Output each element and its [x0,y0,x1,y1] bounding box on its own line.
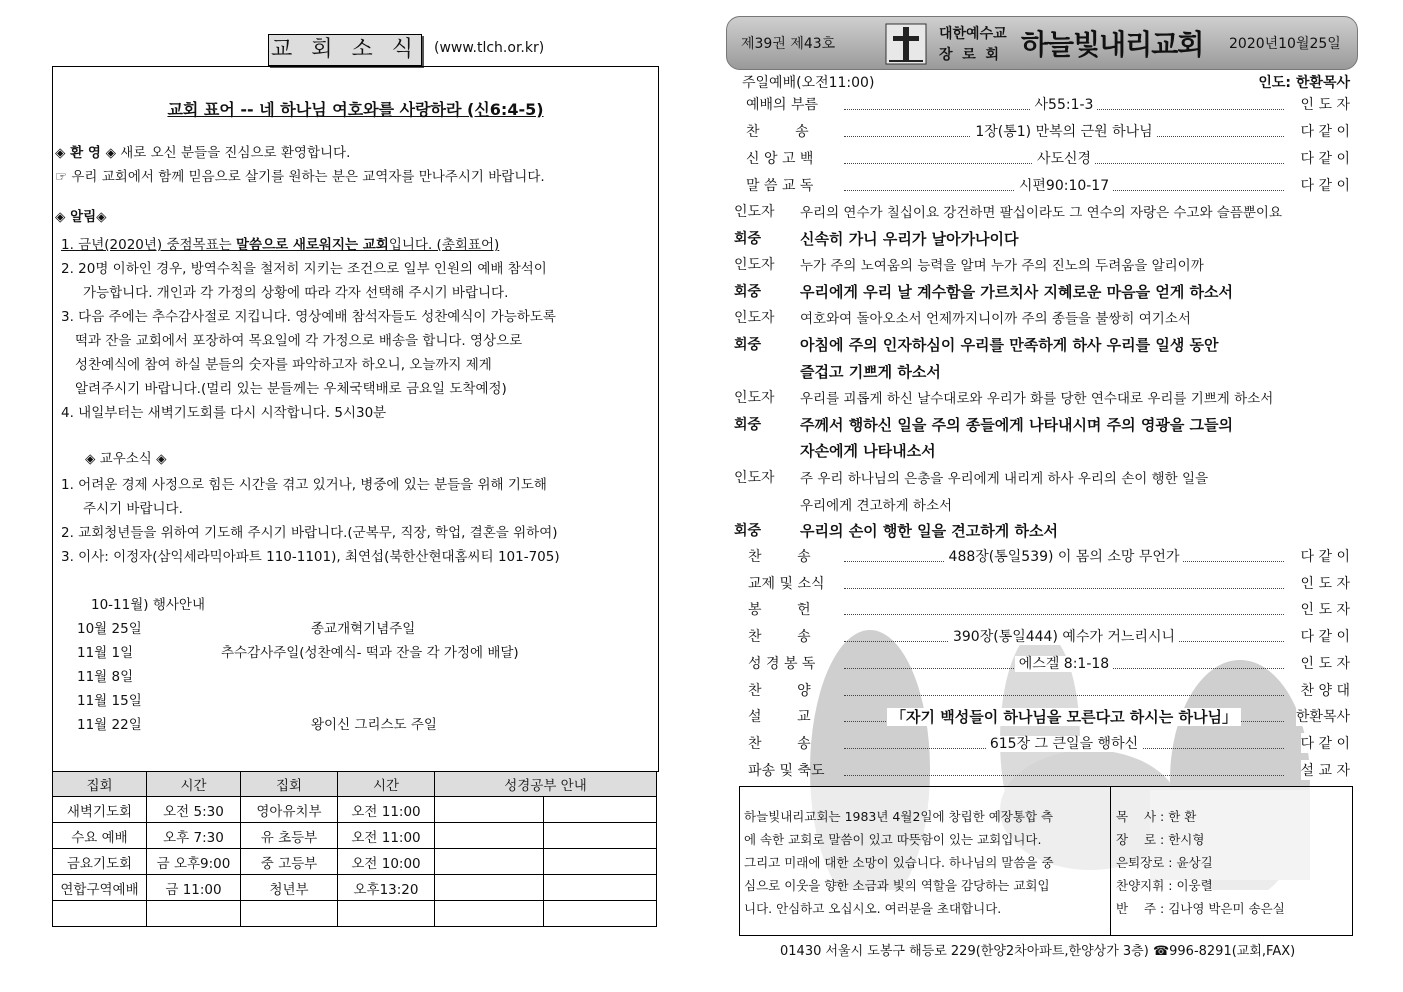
table-cell: 오후13:20 [338,875,435,901]
notice-2a: 2. 20명 이하인 경우, 방역수칙을 철저히 지키는 조건으로 일부 인원의 예배 참석이 [61,261,547,277]
denomination-line-1: 대한예수교 [939,26,1007,42]
intro-line: 심으로 이웃을 향한 소금과 빛의 역할을 감당하는 교회입 [744,878,1050,893]
reading-text: 아침에 주의 인자하심이 우리를 만족하게 하사 우리를 일생 동안 [800,336,1219,354]
order-item [734,733,1358,757]
table-cell: 새벽기도회 [53,797,147,823]
reader-role: 회중 [734,523,762,540]
table-cell: 금요기도회 [53,849,147,875]
news-box [52,66,659,772]
dotted-leader [844,588,1284,589]
order-item [734,706,1358,730]
study-cell-b [544,823,657,849]
reader-role: 인도자 [734,390,775,407]
dotted-leader [844,614,1284,615]
staff-line: 목 사 : 한 환 [1116,809,1197,824]
responsive-reading-line [734,361,1358,385]
header-cell: 시간 [338,772,435,797]
reader-role: 회중 [734,283,762,300]
schedule-header-row [53,772,657,797]
table-cell: 청년부 [241,875,338,901]
order-content-wrap [844,175,1284,195]
responsive-reading-line [734,494,1358,518]
study-cell-a [435,901,544,927]
notice-4: 4. 내일부터는 새벽기도회를 다시 시작합니다. 5시30분 [61,405,387,421]
order-content: 시편90:10-17 [1015,178,1113,194]
staff-news-1a: 1. 어려운 경제 사정으로 힘든 시간을 겪고 있거나, 병중에 있는 분들을 위해 기도해 [61,477,547,493]
welcome-line [55,141,350,161]
order-label: 성 경 봉 독 [748,655,816,672]
order-performer: 다 같 이 [1301,546,1350,566]
reading-text: 누가 주의 노여움의 능력을 알며 누가 주의 진노의 두려움을 알리이까 [800,258,1204,275]
order-content: 「자기 백성들이 하나님을 모른다고 하시는 하나님」 [887,708,1241,726]
reader-role: 회중 [734,337,762,353]
order-performer: 다 같 이 [1301,175,1350,195]
service-leader: 인도: 한환목사 [1258,75,1350,91]
order-label: 예배의 부름 [746,97,819,113]
church-info-box [739,786,1353,936]
order-item [734,626,1358,650]
order-label: 찬 송 [748,549,811,565]
event-name: 추수감사주일(성찬예식- 떡과 잔을 각 가정에 배달) [221,645,519,661]
order-label: 찬 송 [748,735,811,752]
order-performer: 다 같 이 [1301,148,1350,168]
responsive-reading-line [734,387,1358,411]
order-content-wrap [844,733,1284,753]
notice-1-b: 말씀으로 새로워지는 교회 [235,237,389,253]
reading-text: 주 우리 하나님의 은총을 우리에게 내리게 하사 우리의 손이 행한 일을 [800,471,1209,487]
event-date: 11월 8일 [77,669,134,685]
cross-logo-icon [883,21,929,67]
reader-role: 인도자 [734,470,775,486]
table-cell [53,901,147,927]
staff-news-title: ◈ 교우소식 ◈ [85,451,167,467]
table-cell: 중 고등부 [241,849,338,875]
reading-text: 우리에게 우리 날 계수함을 가르치사 지혜로운 마음을 얻게 하소서 [800,282,1234,301]
order-item [734,175,1358,199]
staff-line: 장 로 : 한시형 [1116,832,1205,847]
reading-text: 우리에게 견고하게 하소서 [800,497,953,514]
study-cell-a [435,823,544,849]
notice-3b: 떡과 잔을 교회에서 포장하여 목요일에 각 가정으로 배송을 합니다. 영상으로 [75,333,523,349]
order-content: 사55:1-3 [1031,97,1098,113]
table-cell [338,901,435,927]
welcome-text: 새로 오신 분들을 진심으로 환영합니다. [120,145,351,161]
order-content-wrap [844,148,1284,168]
table-cell [241,901,338,927]
table-cell [147,901,241,927]
staff-news-1b: 주시기 바랍니다. [83,501,183,517]
staff-line: 찬양지휘 : 이웅렬 [1116,878,1213,893]
order-label: 찬 송 [748,629,811,646]
responsive-reading-line [734,520,1358,544]
order-label: 설 교 [748,709,811,726]
reader-role: 인도자 [734,204,775,220]
reading-text: 즐겁고 기쁘게 하소서 [800,362,941,381]
reading-text: 신속히 가니 우리가 날아가나이다 [800,229,1019,248]
table-row [53,875,657,901]
service-title: 주일예배(오전11:00) [742,75,875,91]
responsive-reading-line [734,228,1358,252]
responsive-reading-line [734,467,1358,491]
table-row [53,849,657,875]
responsive-reading-line [734,334,1358,358]
intro-line: 하늘빛내리교회는 1983년 4월2일에 창립한 예장통합 측 [744,809,1054,824]
event-date: 10월 25일 [77,621,142,637]
reader-role: 회중 [734,416,762,433]
order-item [734,599,1358,623]
order-item [734,121,1358,145]
study-cell-a [435,797,544,823]
notice-title: ◈ 알림◈ [55,209,107,225]
order-performer: 다 같 이 [1301,733,1350,753]
order-content-wrap [844,546,1284,566]
responsive-reading-line [734,281,1358,305]
intro-line: 니다. 안심하고 오십시오. 여러분을 초대합니다. [744,901,1002,916]
header-cell: 시간 [147,772,241,797]
responsive-reading-line [734,440,1358,464]
welcome-title: ◈ 환 영 ◈ [55,145,116,161]
table-cell: 영아유치부 [241,797,338,823]
staff-line: 반 주 : 김나영 박은미 송은실 [1116,901,1285,916]
reader-role: 인도자 [734,257,775,274]
table-cell: 오전 5:30 [147,797,241,823]
order-of-worship [734,72,1358,784]
table-cell: 유 초등부 [241,823,338,849]
order-item [734,760,1358,784]
staff-news-2: 2. 교회청년들을 위하여 기도해 주시기 바랍니다.(군복무, 직장, 학업, 결혼을 위하여) [61,525,558,541]
reader-role: 회중 [734,230,762,247]
order-performer: 설 교 자 [1301,760,1350,780]
responsive-reading-line [734,254,1358,278]
notice-1-c: 입니다. (총회표어) [388,237,500,253]
volume-number: 제39권 제43호 [741,36,836,52]
reader-role: 인도자 [734,310,775,327]
order-item [734,546,1358,570]
order-performer: 인 도 자 [1301,573,1350,593]
order-performer: 한환목사 [1296,706,1350,726]
table-cell: 오후 7:30 [147,823,241,849]
order-label: 찬 송 [746,124,809,140]
responsive-reading-line [734,307,1358,331]
news-header-title: 교 회 소 식 [268,34,422,66]
order-item [734,680,1358,704]
church-name: 하늘빛내리교회 [1021,28,1204,61]
table-cell: 오전 11:00 [338,823,435,849]
notice-1 [61,233,499,253]
study-cell-b [544,849,657,875]
order-content-wrap [844,706,1284,727]
header-cell: 집회 [241,772,338,797]
order-content: 사도신경 [1033,151,1095,167]
order-item [734,94,1358,118]
welcome-note: ☞ 우리 교회에서 함께 믿음으로 살기를 원하는 분은 교역자를 만나주시기 바랍니다. [55,169,545,185]
order-performer: 다 같 이 [1301,626,1350,646]
site-url[interactable]: (www.tlch.or.kr) [434,40,545,56]
order-item [734,653,1358,677]
notice-3c: 성찬예식에 참여 하실 분들의 숫자를 파악하고자 하오니, 오늘까지 제게 [75,357,492,373]
event-date: 11월 1일 [77,645,134,661]
order-performer: 찬 양 대 [1301,680,1350,700]
order-content-wrap [844,121,1284,141]
info-divider [1110,787,1111,935]
reading-text: 우리의 손이 행한 일을 견고하게 하소서 [800,522,1058,541]
study-cell-a [435,849,544,875]
order-label: 교제 및 소식 [748,575,825,592]
order-label: 봉 헌 [748,602,811,619]
church-address: 01430 서울시 도봉구 해등로 229(한양2차아파트,한양상가 3층) ☎996-8291(교회,FAX) [780,944,1296,959]
notice-2b: 가능합니다. 개인과 각 가정의 상황에 따라 각자 선택해 주시기 바랍니다. [83,285,509,301]
order-label: 말 씀 교 독 [746,178,814,194]
dotted-leader [844,775,1284,776]
church-motto: 교회 표어 -- 네 하나님 여호와를 사랑하라 (신6:4-5) [167,100,544,119]
dotted-leader [844,695,1284,696]
table-cell: 오전 11:00 [338,797,435,823]
denomination-line-2: 장 로 회 [939,47,1000,63]
event-name: 왕이신 그리스도 주일 [311,717,437,733]
event-date: 11월 22일 [77,717,142,733]
reading-text: 주께서 행하신 일을 주의 종들에게 나타내시며 주의 영광을 그들의 [800,415,1234,434]
table-cell: 금 오후9:00 [147,849,241,875]
order-performer: 다 같 이 [1301,121,1350,141]
table-cell: 연합구역예배 [53,875,147,901]
notice-1-a: 1. 금년(2020년) 중점목표는 [61,237,236,253]
table-cell: 오전 10:00 [338,849,435,875]
table-row [53,901,657,927]
order-label: 찬 양 [748,682,811,699]
study-cell-b [544,797,657,823]
header-cell: 집회 [53,772,147,797]
order-item [734,573,1358,597]
responsive-reading-line [734,201,1358,225]
study-cell-b [544,875,657,901]
order-label: 파송 및 축도 [748,762,825,779]
table-row [53,797,657,823]
study-cell-b [544,901,657,927]
order-performer: 인 도 자 [1301,653,1350,673]
notice-3a: 3. 다음 주에는 추수감사절로 지킵니다. 영상예배 참석자들도 성찬예식이 가능하도록 [61,309,556,325]
table-cell: 금 11:00 [147,875,241,901]
masthead-banner [726,16,1358,70]
order-content: 에스겔 8:1-18 [1015,656,1113,672]
reading-text: 우리를 괴롭게 하신 날수대로와 우리가 화를 당한 연수대로 우리를 기쁘게 하소서 [800,391,1274,408]
order-performer: 인 도 자 [1301,599,1350,619]
order-performer: 인 도 자 [1301,94,1350,114]
reading-text: 우리의 연수가 칠십이요 강건하면 팔십이라도 그 연수의 자랑은 수고와 슬픔뿐이요 [800,205,1283,221]
staff-line: 은퇴장로 : 윤상길 [1116,855,1213,870]
order-content: 390장(통일444) 예수가 거느리시니 [949,629,1179,645]
reading-text: 여호와여 돌아오소서 언제까지니이까 주의 종들을 불쌍히 여기소서 [800,311,1191,328]
order-content-wrap [844,653,1284,673]
reading-text: 자손에게 나타내소서 [800,442,936,461]
intro-line: 에 속한 교회로 말씀이 있고 따뜻함이 있는 교회입니다. [744,832,1042,847]
table-cell: 수요 예배 [53,823,147,849]
study-cell-a [435,875,544,901]
header-cell: 성경공부 안내 [435,772,657,797]
order-content: 488장(통일539) 이 몸의 소망 무언가 [945,549,1184,565]
table-row [53,823,657,849]
order-content-wrap [844,94,1284,114]
order-content-wrap [844,626,1284,646]
events-title: 10-11월) 행사안내 [91,597,205,613]
service-title-row [734,72,1358,96]
notice-3d: 알려주시기 바랍니다.(멀리 있는 분들께는 우체국택배로 금요일 도착예정) [75,381,507,397]
order-label: 신 앙 고 백 [746,151,814,167]
staff-news-3: 3. 이사: 이정자(삼익세라믹아파트 110-1101), 최연섭(북한산현대홈씨티 101-705) [61,549,560,565]
responsive-reading-line [734,414,1358,438]
order-content: 615장 그 큰일을 행하신 [986,736,1142,752]
bulletin-date: 2020년10월25일 [1229,36,1341,52]
order-content: 1장(통1) 만복의 근원 하나님 [971,124,1156,140]
intro-line: 그리고 미래에 대한 소망이 있습니다. 하나님의 말씀을 중 [744,855,1054,870]
schedule-table [52,771,657,927]
event-name: 종교개혁기념주일 [311,621,416,637]
order-item [734,148,1358,172]
event-date: 11월 15일 [77,693,142,709]
